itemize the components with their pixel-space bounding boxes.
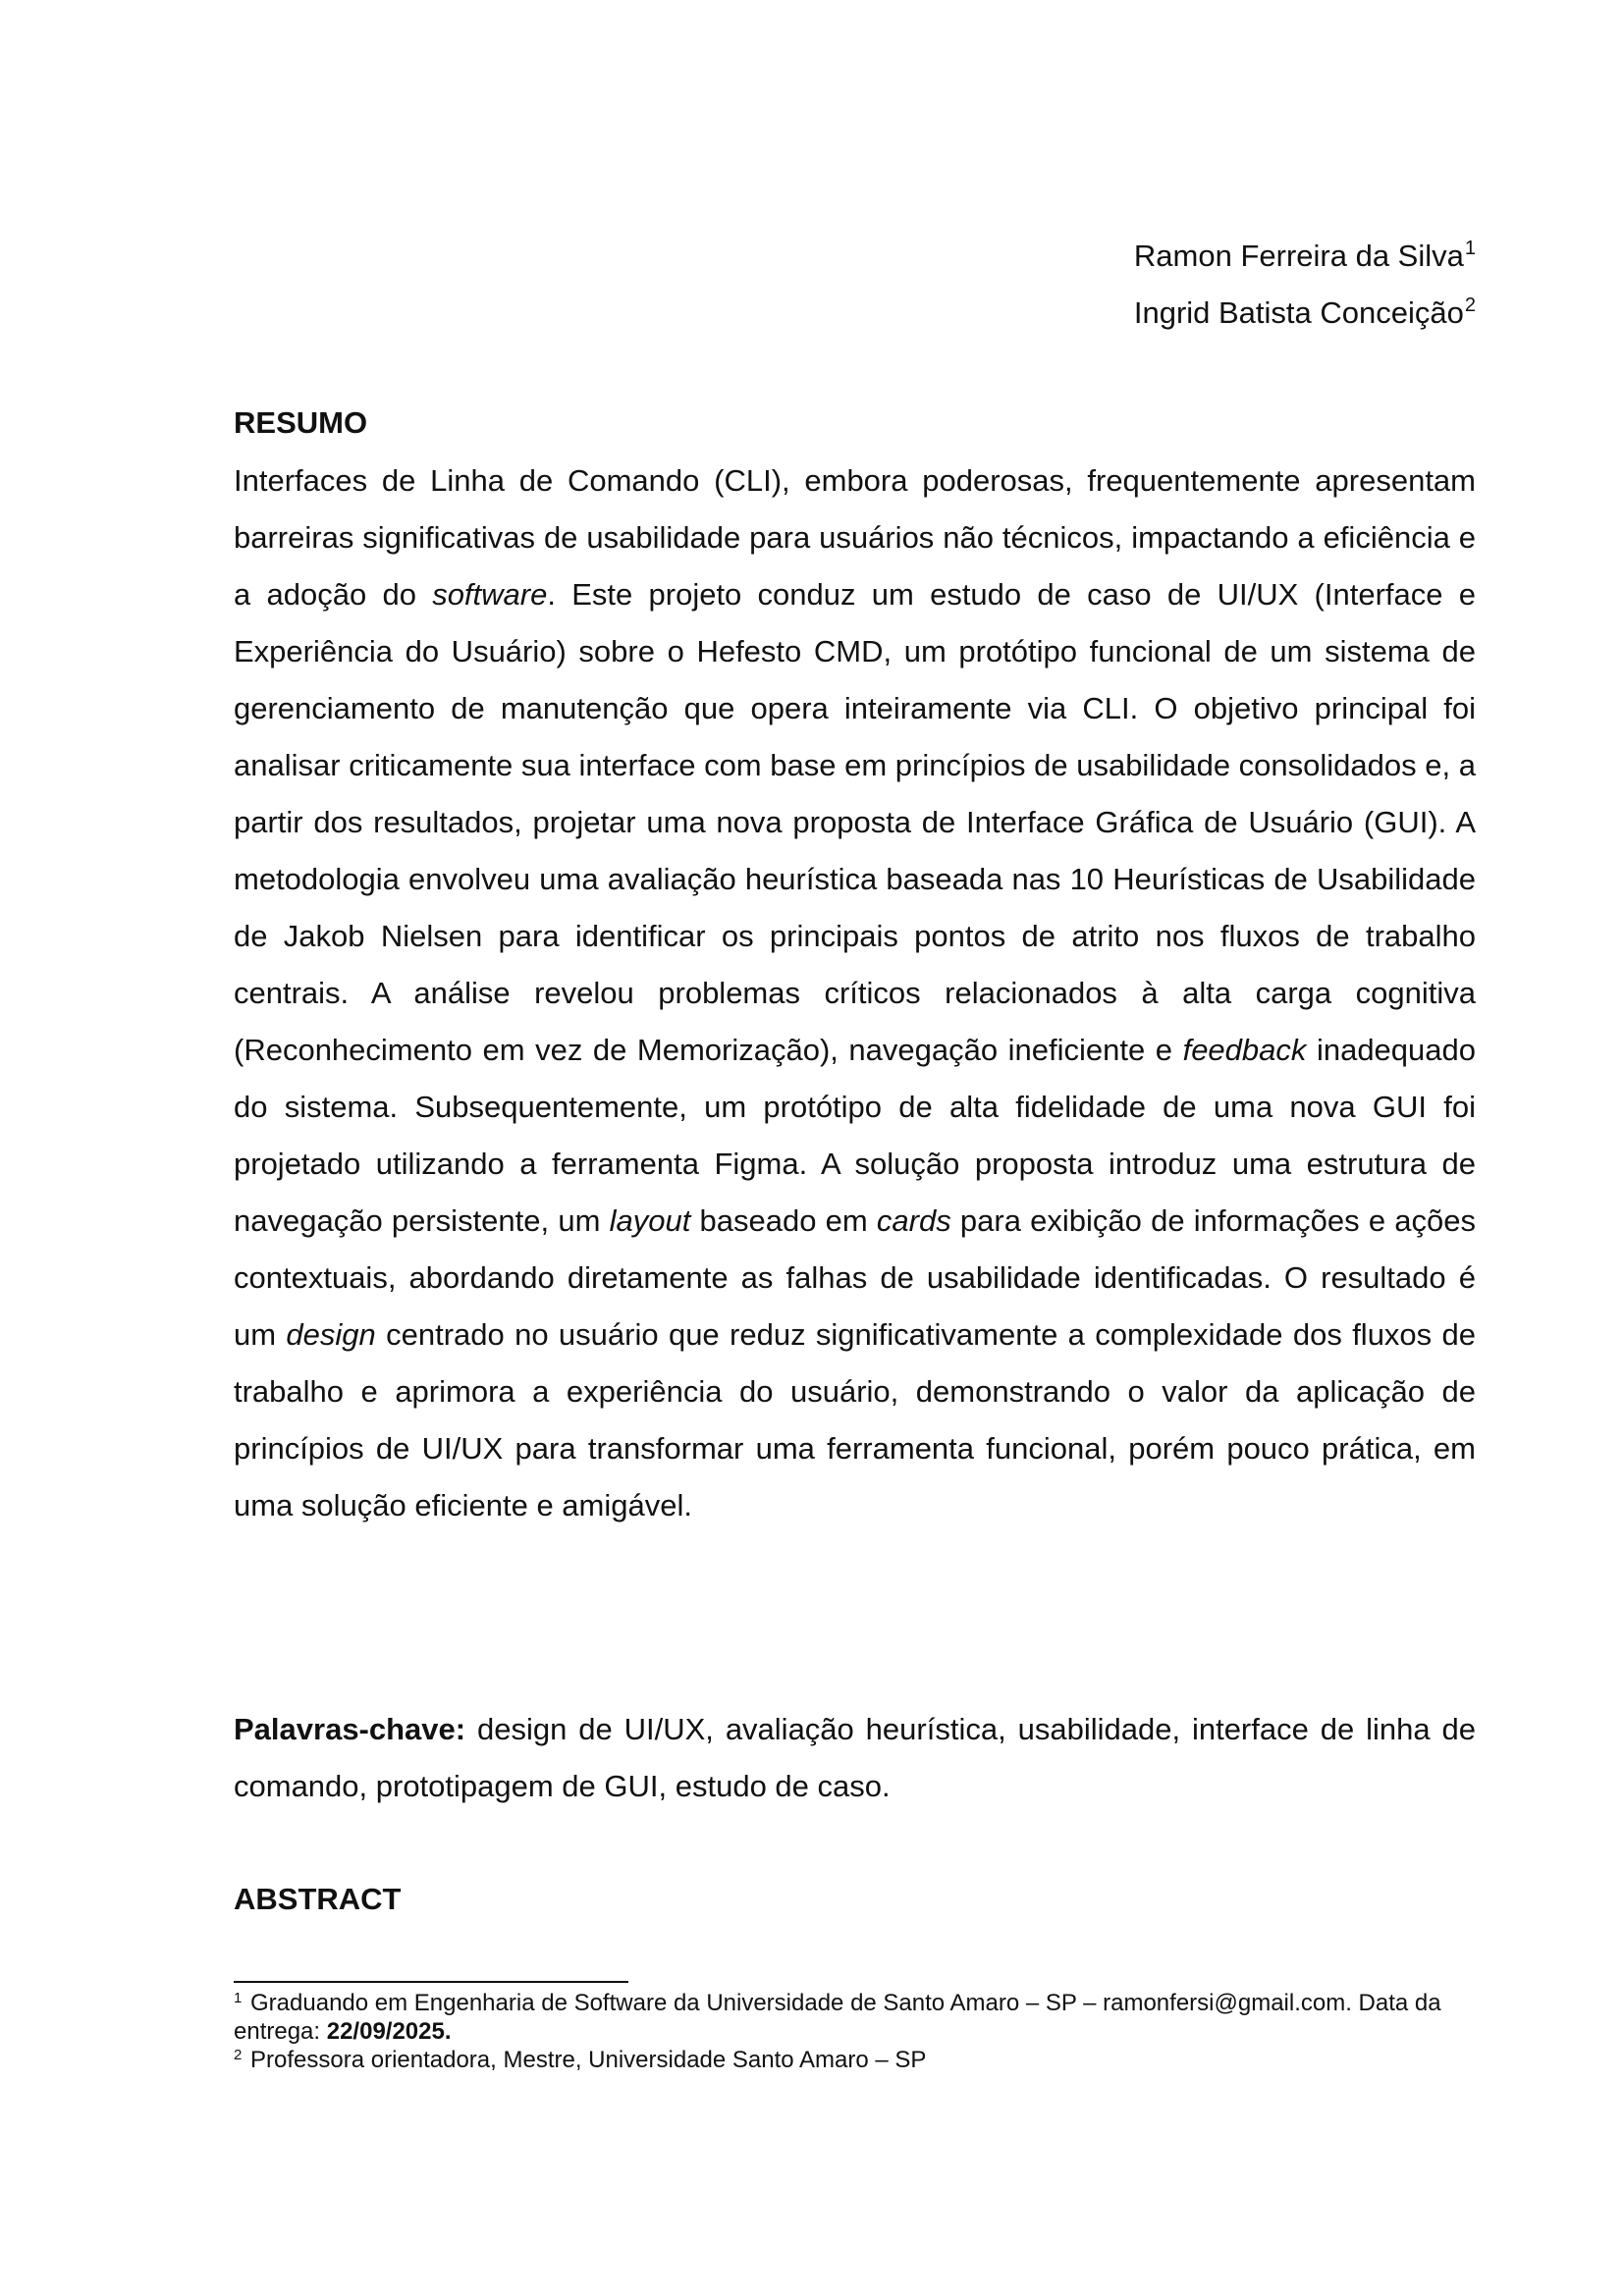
footnote-1: $^1$ Graduando em Engenharia de Software da Universidade de Santo Amaro – SP – ramonfersi@gmail.com. Data da entrega: 22/09/2025. [234, 1989, 1441, 2045]
footnotes [234, 1989, 1476, 2074]
keywords-label: Palavras-chave: [234, 1712, 466, 1746]
abstract-heading: ABSTRACT [234, 1882, 402, 1916]
footnote-mark-2: 2 [1464, 294, 1476, 316]
footnote-mark-1: 1 [1464, 237, 1476, 259]
keywords-paragraph [234, 1701, 1476, 1815]
author-name-2: Ingrid Batista Conceição$^2$ [1133, 294, 1476, 330]
footnote-2: $^2$ Professora orientadora, Mestre, Universidade Santo Amaro – SP [234, 2046, 927, 2073]
resumo-paragraph: Interfaces de Linha de Comando (CLI), embora poderosas, frequentemente apresentam barreiras significativas de usabilidade para usuários não técnicos, impactando a eficiência e a adoção do software. Este projeto conduz um estudo de caso de UI/UX (Interface e Experiência do Usuário) sobre o Hefesto CMD, um protótipo funcional de um sistema de gerenciamento de manutenção que opera inteiramente via CLI. O objetivo principal foi analisar criticamente sua interface com base em princípios de usabilidade consolidados e, a partir dos resultados, projetar uma nova proposta de Interface Gráfica de Usuário (GUI). A metodologia envolveu uma avaliação heurística baseada nas 10 Heurísticas de Usabilidade de Jakob Nielsen para identificar os principais pontos de atrito nos fluxos de trabalho centrais. A análise revelou problemas críticos relacionados à alta carga cognitiva (Reconhecimento em vez de Memorização), navegação ineficiente e feedback inadequado do sistema. Subsequentemente, um protótipo de alta fidelidade de uma nova GUI foi projetado utilizando a ferramenta Figma. A solução proposta introduz uma estrutura de navegação persistente, um layout baseado em cards para exibição de informações e ações contextuais, abordando diretamente as falhas de usabilidade identificadas. O resultado é um design centrado no usuário que reduz significativamente a complexidade dos fluxos de trabalho e aprimora a experiência do usuário, demonstrando o valor da aplicação de princípios de UI/UX para transformar uma ferramenta funcional, porém pouco prática, em uma solução eficiente e amigável. [234, 463, 1476, 1522]
footnote-divider [234, 1981, 628, 1983]
author-name-1: Ramon Ferreira da Silva$^1$ [1133, 237, 1476, 273]
resumo-heading: RESUMO [234, 405, 368, 440]
author-block [234, 228, 1476, 342]
keywords-text: design de UI/UX, avaliação heurística, usabilidade, interface de linha de comando, prototipagem de GUI, estudo de caso. [234, 1712, 1476, 1803]
